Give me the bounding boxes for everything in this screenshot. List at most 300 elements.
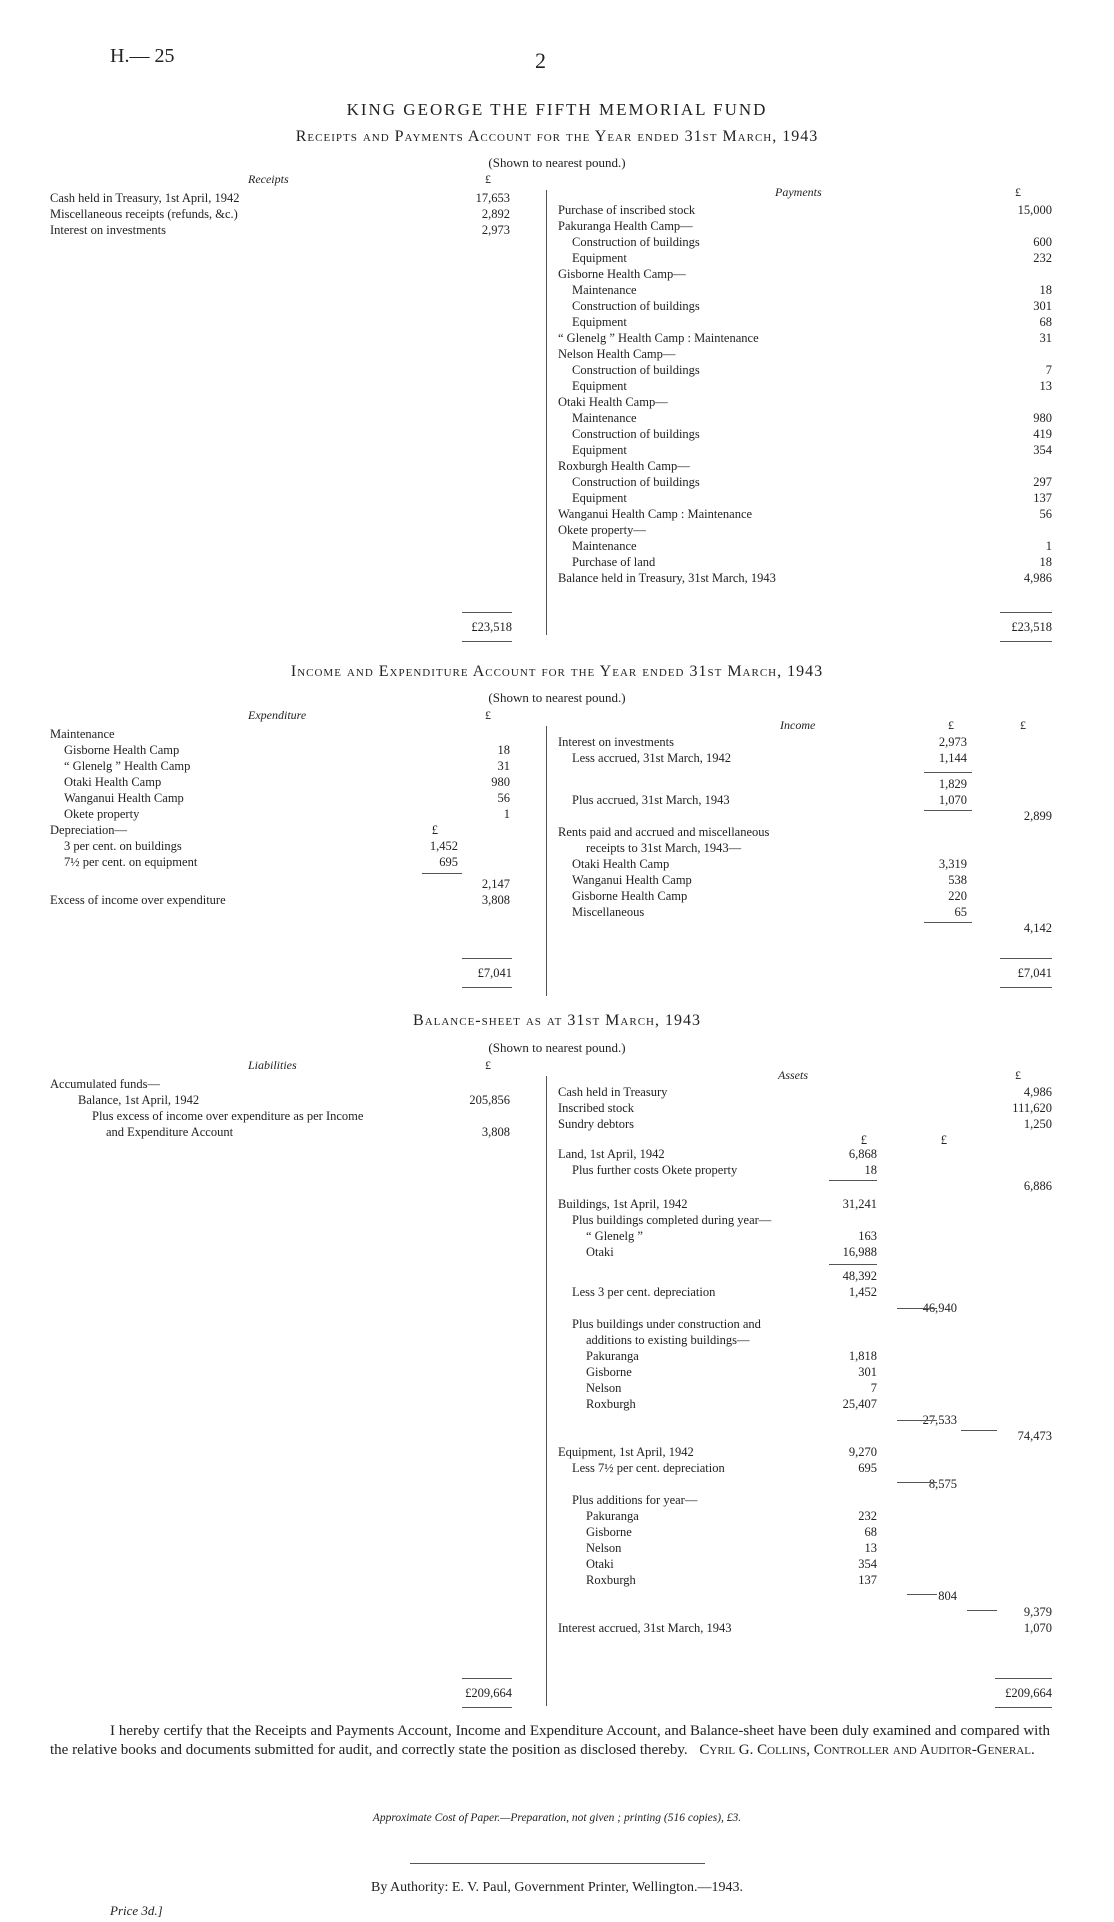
row-label: Pakuranga: [586, 1509, 639, 1523]
table-row: [558, 522, 1052, 538]
table-row: [50, 838, 510, 854]
row-label: Equipment: [572, 491, 627, 505]
row-label: Plus buildings under construction and: [572, 1317, 761, 1331]
table-row: [558, 554, 1052, 570]
table-row: [50, 758, 510, 774]
table-row: [558, 1380, 1052, 1396]
row-amount: 1,070: [938, 793, 967, 807]
row-label: Nelson Health Camp—: [558, 347, 676, 361]
row-amount: 68: [1039, 315, 1052, 329]
row-amount: 46,940: [922, 1301, 957, 1315]
table-row: [558, 1162, 1052, 1178]
row-label: 3 per cent. on buildings: [64, 839, 182, 853]
row-amount: 600: [1033, 235, 1052, 249]
currency-symbol: £: [948, 718, 954, 732]
table-row: [558, 218, 1052, 234]
table-row: [558, 1444, 1052, 1460]
rp-note: (Shown to nearest pound.): [488, 155, 626, 170]
row-label: Construction of buildings: [572, 235, 700, 249]
row-amount: 56: [1039, 507, 1052, 521]
row-label: Inscribed stock: [558, 1101, 635, 1115]
row-label: Construction of buildings: [572, 475, 700, 489]
row-label: Less 7½ per cent. depreciation: [572, 1461, 725, 1475]
table-row: [558, 250, 1052, 266]
table-row: [558, 1508, 1052, 1524]
table-row: [558, 1146, 1052, 1162]
row-amount: 16,988: [842, 1245, 877, 1259]
row-label: Gisborne: [586, 1525, 632, 1539]
row-amount: 7: [870, 1381, 877, 1395]
table-row: [558, 1228, 1052, 1244]
row-label: “ Glenelg ”: [586, 1229, 643, 1243]
audit-certificate: [50, 1722, 1050, 1760]
row-amount: 48,392: [842, 1269, 877, 1283]
row-amount: 7: [1045, 363, 1052, 377]
table-row: [558, 1268, 1052, 1284]
table-row: [558, 298, 1052, 314]
assets-heading: Assets: [778, 1068, 808, 1082]
table-row: [50, 190, 510, 206]
row-label: Maintenance: [572, 539, 637, 553]
table-row: [558, 1396, 1052, 1412]
table-row: [558, 750, 1052, 766]
row-amount: 1,452: [429, 839, 458, 853]
row-label: Gisborne Health Camp: [572, 889, 688, 903]
row-amount: 18: [497, 743, 510, 757]
payments-total: £23,518: [1011, 620, 1052, 634]
income-heading: Income: [780, 718, 816, 732]
row-amount: 232: [858, 1509, 877, 1523]
table-row: [558, 1316, 1052, 1332]
row-amount: 68: [864, 1525, 877, 1539]
row-label: Pakuranga: [586, 1349, 639, 1363]
currency-symbol: £: [1015, 185, 1021, 199]
row-amount: 31,241: [842, 1197, 877, 1211]
row-amount: 1,144: [938, 751, 967, 765]
row-label: Plus excess of income over expenditure as per Income: [92, 1109, 364, 1123]
total-rule: [1000, 612, 1052, 613]
row-label: and Expenditure Account: [106, 1125, 234, 1139]
table-row: [558, 1428, 1052, 1444]
row-amount: 137: [1033, 491, 1052, 505]
row-label: Construction of buildings: [572, 299, 700, 313]
total-rule: [1000, 958, 1052, 959]
total-rule: [462, 612, 512, 613]
table-row: [558, 1284, 1052, 1300]
row-label: “ Glenelg ” Health Camp: [64, 759, 191, 773]
currency-symbol: £: [485, 172, 491, 186]
table-row: [558, 314, 1052, 330]
auditor-signature: Cyril G. Collins, Controller and Auditor-General.: [699, 1742, 1035, 1758]
expenditure-heading: Expenditure: [248, 708, 307, 722]
row-amount: 538: [948, 873, 967, 887]
table-row: [50, 1124, 510, 1140]
row-label: Cash held in Treasury, 1st April, 1942: [50, 191, 240, 205]
row-label: Balance held in Treasury, 31st March, 1943: [558, 571, 776, 585]
row-label: Okete property: [64, 807, 140, 821]
total-rule: [1000, 641, 1052, 642]
assets-total: £209,664: [1005, 1686, 1052, 1700]
row-amount: 232: [1033, 251, 1052, 265]
table-row: [50, 790, 510, 806]
table-row: [558, 1212, 1052, 1228]
row-label: Equipment, 1st April, 1942: [558, 1445, 694, 1459]
row-label: Less 3 per cent. depreciation: [572, 1285, 716, 1299]
row-amount: 27,533: [922, 1413, 957, 1427]
subtotal-rule: [924, 922, 972, 923]
table-row: [558, 1364, 1052, 1380]
row-amount: 163: [858, 1229, 877, 1243]
row-label: Less accrued, 31st March, 1942: [572, 751, 731, 765]
row-label: Construction of buildings: [572, 427, 700, 441]
bs-note: (Shown to nearest pound.): [488, 1040, 626, 1055]
row-label: Balance, 1st April, 1942: [78, 1093, 200, 1107]
row-label: Interest on investments: [50, 223, 166, 237]
row-amount: 301: [858, 1365, 877, 1379]
row-label: Interest accrued, 31st March, 1943: [558, 1621, 732, 1635]
bs-title: Balance-sheet as at 31st March, 1943: [413, 1012, 701, 1029]
table-row: [50, 726, 510, 742]
table-row: [50, 774, 510, 790]
liabilities-heading: Liabilities: [248, 1058, 297, 1072]
footer-rule: [410, 1863, 705, 1864]
row-label: Wanganui Health Camp: [572, 873, 692, 887]
table-row: [558, 1196, 1052, 1212]
page-number: 2: [535, 48, 546, 73]
rp-title: Receipts and Payments Account for the Year ended 31st March, 1943: [295, 128, 819, 145]
table-row: [558, 766, 1052, 776]
total-rule: [995, 1707, 1052, 1708]
row-amount: 419: [1033, 427, 1052, 441]
row-amount: 297: [1033, 475, 1052, 489]
column-divider: [546, 190, 547, 635]
row-label: Miscellaneous receipts (refunds, &c.): [50, 207, 238, 221]
row-label: Gisborne: [586, 1365, 632, 1379]
row-amount: 9,379: [1023, 1605, 1052, 1619]
table-row: [50, 742, 510, 758]
row-amount: 6,868: [848, 1147, 877, 1161]
row-label: Plus accrued, 31st March, 1943: [572, 793, 730, 807]
subtotal-rule: [829, 1180, 877, 1181]
row-label: Plus buildings completed during year—: [572, 1213, 772, 1227]
row-label: Depreciation—: [50, 823, 128, 837]
row-label: Otaki Health Camp: [572, 857, 670, 871]
row-label: Buildings, 1st April, 1942: [558, 1197, 688, 1211]
table-row: [50, 206, 510, 222]
row-label: Equipment: [572, 251, 627, 265]
row-amount: 9,270: [848, 1445, 877, 1459]
row-amount: 17,653: [475, 191, 510, 205]
row-amount: 220: [948, 889, 967, 903]
assets-list: [558, 1084, 1052, 1636]
table-row: [558, 1244, 1052, 1260]
row-label: Nelson: [586, 1381, 622, 1395]
table-row: [558, 410, 1052, 426]
total-rule: [462, 641, 512, 642]
row-label: Plus additions for year—: [572, 1493, 698, 1507]
table-row: [558, 1604, 1052, 1620]
income-total: £7,041: [1017, 966, 1052, 980]
row-label: Maintenance: [572, 411, 637, 425]
row-label: Otaki Health Camp—: [558, 395, 668, 409]
row-amount: 65: [954, 905, 967, 919]
table-row: [558, 1300, 1052, 1316]
subtotal-rule: [907, 1594, 937, 1595]
row-label: Excess of income over expenditure: [50, 893, 226, 907]
table-row: [558, 506, 1052, 522]
table-row: [558, 1332, 1052, 1348]
receipts-heading: Receipts: [248, 172, 289, 186]
total-rule: [462, 987, 512, 988]
row-amount: £: [860, 1133, 867, 1147]
row-label: Equipment: [572, 315, 627, 329]
table-row: [558, 1620, 1052, 1636]
row-label: Roxburgh Health Camp—: [558, 459, 690, 473]
row-amount: 205,856: [469, 1093, 510, 1107]
row-label: Accumulated funds—: [50, 1077, 161, 1091]
table-row: [558, 1460, 1052, 1476]
table-row: [558, 792, 1052, 808]
subtotal-rule: [897, 1308, 937, 1309]
row-amount: 4,142: [1023, 921, 1052, 935]
row-amount: 4,986: [1023, 571, 1052, 585]
row-amount: 980: [1033, 411, 1052, 425]
table-row: [558, 282, 1052, 298]
table-row: [558, 458, 1052, 474]
row-label: Roxburgh: [586, 1573, 636, 1587]
total-rule: [995, 1678, 1052, 1679]
table-row: [558, 1524, 1052, 1540]
row-amount: 6,886: [1023, 1179, 1052, 1193]
table-row: [558, 1132, 1052, 1146]
row-amount: 2,899: [1023, 809, 1052, 823]
table-row: [50, 854, 510, 870]
table-row: [558, 362, 1052, 378]
table-row: [558, 1084, 1052, 1100]
row-amount: 18: [864, 1163, 877, 1177]
row-amount: 1,452: [848, 1285, 877, 1299]
table-row: [558, 824, 1052, 840]
table-row: [558, 888, 1052, 904]
table-row: [558, 474, 1052, 490]
row-amount: 13: [1039, 379, 1052, 393]
row-amount: 1,818: [848, 1349, 877, 1363]
row-amount: 56: [497, 791, 510, 805]
table-row: [558, 1178, 1052, 1196]
row-amount: 137: [858, 1573, 877, 1587]
table-row: [50, 1092, 510, 1108]
table-row: [558, 808, 1052, 824]
row-amount: 8,575: [928, 1477, 957, 1491]
subtotal-rule: [422, 873, 462, 874]
row-amount: £: [431, 823, 438, 837]
receipts-list: [50, 190, 510, 238]
row-amount: 1,829: [938, 777, 967, 791]
row-label: Otaki: [586, 1245, 614, 1259]
row-amount: 2,892: [481, 207, 510, 221]
row-amount: £: [940, 1133, 947, 1147]
liabilities-total: £209,664: [465, 1686, 512, 1700]
table-row: [50, 1076, 510, 1092]
row-amount: 354: [1033, 443, 1052, 457]
document-reference: H.— 25: [110, 45, 175, 67]
table-row: [558, 570, 1052, 586]
subtotal-rule: [897, 1482, 937, 1483]
table-row: [558, 202, 1052, 218]
row-amount: 18: [1039, 555, 1052, 569]
table-row: [50, 822, 510, 838]
row-label: Pakuranga Health Camp—: [558, 219, 693, 233]
row-label: Okete property—: [558, 523, 646, 537]
row-amount: 4,986: [1023, 1085, 1052, 1099]
subtotal-rule: [924, 772, 972, 773]
row-amount: 695: [858, 1461, 877, 1475]
row-amount: 1,250: [1023, 1117, 1052, 1131]
row-label: Land, 1st April, 1942: [558, 1147, 665, 1161]
printer-authority: By Authority: E. V. Paul, Government Printer, Wellington.—1943.: [370, 1880, 744, 1895]
table-row: [558, 330, 1052, 346]
table-row: [558, 442, 1052, 458]
table-row: [558, 1476, 1052, 1492]
subtotal-rule: [961, 1430, 997, 1431]
row-label: Roxburgh: [586, 1397, 636, 1411]
currency-symbol: £: [1015, 1068, 1021, 1082]
table-row: [558, 1556, 1052, 1572]
row-label: receipts to 31st March, 1943—: [586, 841, 742, 855]
row-amount: 15,000: [1017, 203, 1052, 217]
table-row: [558, 1260, 1052, 1268]
row-label: Equipment: [572, 379, 627, 393]
certificate-text: I hereby certify that the Receipts and Payments Account, Income and Expenditure Account, and Balance-sheet have been duly examined and compared with the relative books and documents submitted for audit, and correctly state the position as disclosed thereby.: [50, 1723, 1050, 1758]
row-label: Miscellaneous: [572, 905, 645, 919]
ie-title: Income and Expenditure Account for the Year ended 31st March, 1943: [290, 663, 824, 680]
row-amount: 354: [858, 1557, 877, 1571]
table-row: [558, 1412, 1052, 1428]
row-amount: 13: [864, 1541, 877, 1555]
subtotal-rule: [967, 1610, 997, 1611]
table-row: [558, 1588, 1052, 1604]
row-amount: 25,407: [842, 1397, 877, 1411]
table-row: [558, 234, 1052, 250]
table-row: [50, 876, 510, 892]
table-row: [558, 920, 1052, 936]
table-row: [558, 1572, 1052, 1588]
row-label: Wanganui Health Camp: [64, 791, 184, 805]
row-label: Purchase of inscribed stock: [558, 203, 696, 217]
row-amount: 695: [439, 855, 458, 869]
income-list: [558, 734, 1052, 936]
row-label: Plus further costs Okete property: [572, 1163, 738, 1177]
table-row: [50, 806, 510, 822]
row-label: Sundry debtors: [558, 1117, 635, 1131]
receipts-total: £23,518: [471, 620, 512, 634]
row-amount: 3,808: [481, 893, 510, 907]
row-label: Purchase of land: [572, 555, 656, 569]
row-amount: 1: [1045, 539, 1052, 553]
row-amount: 2,147: [481, 877, 510, 891]
table-row: [558, 734, 1052, 750]
row-amount: 980: [491, 775, 510, 789]
fund-title: KING GEORGE THE FIFTH MEMORIAL FUND: [346, 100, 768, 119]
table-row: [50, 222, 510, 238]
row-amount: 301: [1033, 299, 1052, 313]
total-rule: [1000, 987, 1052, 988]
row-label: Rents paid and accrued and miscellaneous: [558, 825, 770, 839]
table-row: [558, 904, 1052, 920]
row-label: “ Glenelg ” Health Camp : Maintenance: [558, 331, 759, 345]
row-label: Otaki: [586, 1557, 614, 1571]
row-amount: 2,973: [481, 223, 510, 237]
table-row: [558, 1492, 1052, 1508]
table-row: [50, 892, 510, 908]
row-label: Wanganui Health Camp : Maintenance: [558, 507, 753, 521]
subtotal-rule: [829, 1264, 877, 1265]
subtotal-rule: [924, 810, 972, 811]
table-row: [558, 426, 1052, 442]
row-label: Equipment: [572, 443, 627, 457]
row-label: Maintenance: [572, 283, 637, 297]
row-label: Nelson: [586, 1541, 622, 1555]
total-rule: [462, 1707, 512, 1708]
row-amount: 3,808: [481, 1125, 510, 1139]
table-row: [558, 1348, 1052, 1364]
row-amount: 18: [1039, 283, 1052, 297]
table-row: [558, 1116, 1052, 1132]
total-rule: [462, 958, 512, 959]
row-label: Maintenance: [50, 727, 115, 741]
row-label: Interest on investments: [558, 735, 674, 749]
liabilities-list: [50, 1076, 510, 1140]
row-amount: 111,620: [1012, 1101, 1052, 1115]
table-row: [558, 346, 1052, 362]
subtotal-rule: [897, 1420, 937, 1421]
table-row: [558, 378, 1052, 394]
row-amount: 31: [1039, 331, 1052, 345]
table-row: [558, 840, 1052, 856]
currency-symbol: £: [485, 708, 491, 722]
ie-note: (Shown to nearest pound.): [488, 690, 626, 705]
expenditure-total: £7,041: [477, 966, 512, 980]
row-label: Cash held in Treasury: [558, 1085, 668, 1099]
table-row: [558, 266, 1052, 282]
row-amount: 2,973: [938, 735, 967, 749]
table-row: [558, 776, 1052, 792]
row-label: Construction of buildings: [572, 363, 700, 377]
table-row: [558, 538, 1052, 554]
table-row: [50, 1108, 510, 1124]
row-amount: 31: [497, 759, 510, 773]
currency-symbol: £: [1020, 718, 1026, 732]
table-row: [558, 872, 1052, 888]
row-amount: 804: [938, 1589, 957, 1603]
column-divider: [546, 1076, 547, 1706]
table-row: [558, 1100, 1052, 1116]
cost-note: Approximate Cost of Paper.—Preparation, not given ; printing (516 copies), £3.: [372, 1812, 742, 1824]
table-row: [558, 394, 1052, 410]
payments-list: [558, 202, 1052, 586]
column-divider: [546, 726, 547, 996]
table-row: [558, 1540, 1052, 1556]
row-label: Gisborne Health Camp—: [558, 267, 686, 281]
row-amount: 74,473: [1017, 1429, 1052, 1443]
row-label: Gisborne Health Camp: [64, 743, 180, 757]
row-label: 7½ per cent. on equipment: [64, 855, 198, 869]
currency-symbol: £: [485, 1058, 491, 1072]
total-rule: [462, 1678, 512, 1679]
row-amount: 1: [503, 807, 510, 821]
table-row: [558, 490, 1052, 506]
row-amount: 1,070: [1023, 1621, 1052, 1635]
